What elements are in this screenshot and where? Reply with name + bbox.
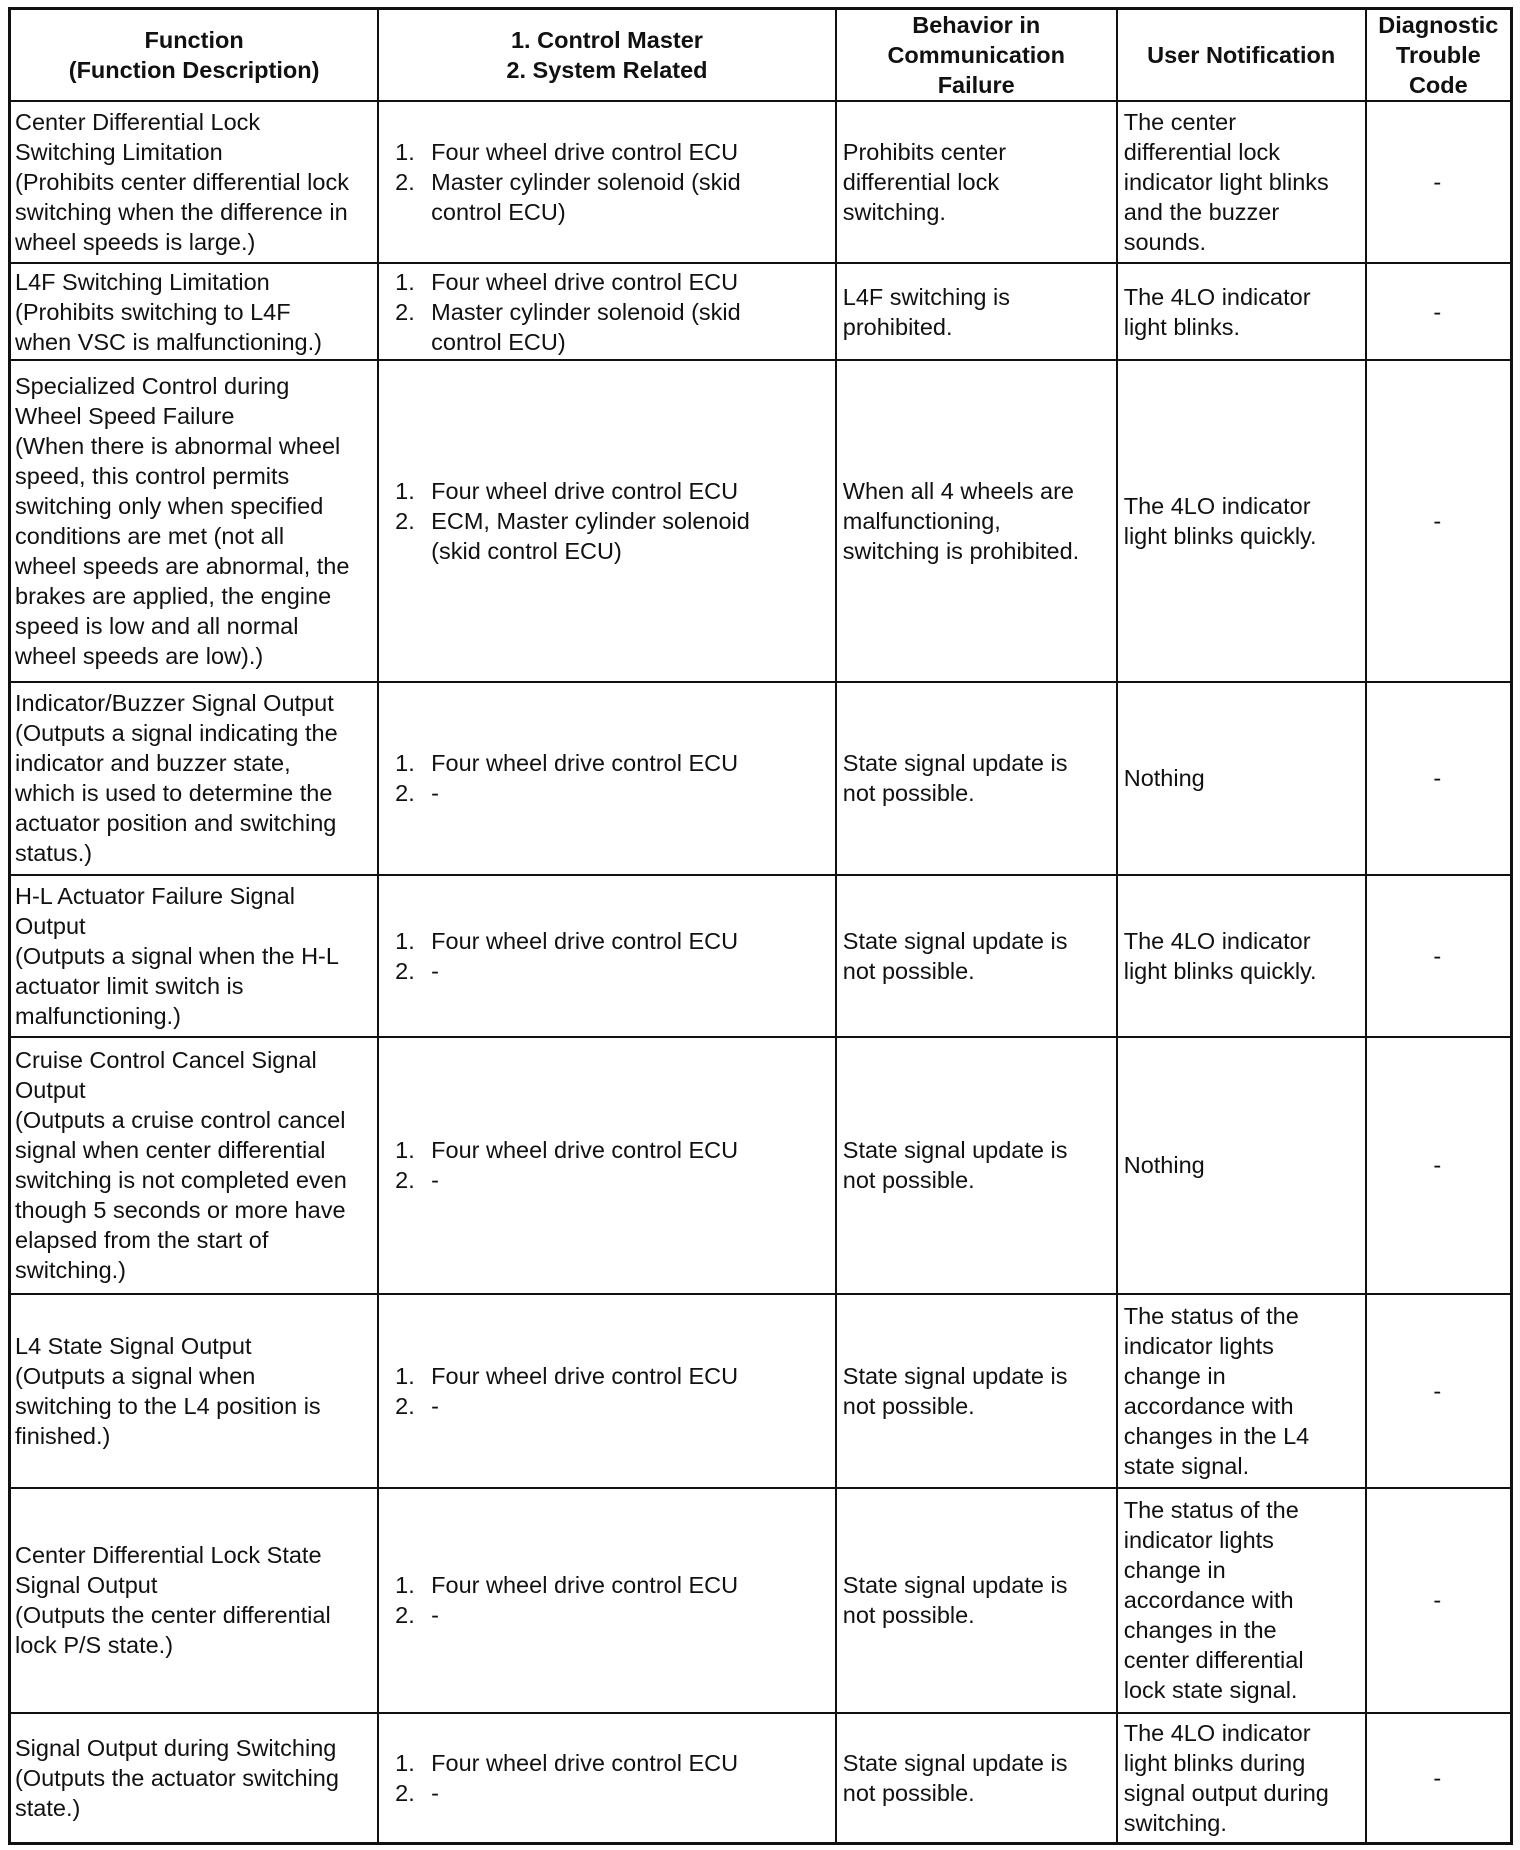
cell-line: changes in the [1123,1617,1277,1644]
dtc-cell: - [1366,875,1512,1037]
control-cell [378,1713,836,1843]
cell-line: ECM, Master cylinder solenoid [431,508,750,535]
cell-line: which is used to determine the [15,780,333,807]
control-cell [378,875,836,1037]
control-list [395,267,829,357]
cell-line: Master cylinder solenoid (skid [431,298,741,325]
control-cell [378,1037,836,1294]
list-number: 1. [395,927,415,954]
cell-line: switching is prohibited. [842,538,1080,565]
cell-line: Signal Output during Switching [15,1735,337,1762]
table-row [10,875,1512,1037]
control-master-item [395,1748,829,1778]
control-master-text: Four wheel drive control ECU [431,478,739,505]
system-related-item [395,778,829,808]
cell-line: not possible. [842,1602,975,1629]
list-number: 2. [395,1780,415,1807]
cell-line: and the buzzer [1123,198,1280,225]
control-master-item [395,1570,829,1600]
list-number: 1. [395,138,415,165]
cell-line: actuator limit switch is [15,972,244,999]
cell-line: (Outputs a signal when [15,1362,256,1389]
list-number: 1. [395,1137,415,1164]
cell-line: L4F switching is [842,283,1010,310]
cell-line: Specialized Control during [15,373,290,400]
dtc-cell: - [1366,1294,1512,1488]
system-related-item [395,167,829,227]
function-cell [10,101,379,263]
list-number: 1. [395,1750,415,1777]
behavior-cell [836,101,1117,263]
cell-line: switching only when specified [15,493,324,520]
cell-line: Signal Output [15,1572,158,1599]
table-row [10,1037,1512,1294]
cell-line: Output [15,1077,86,1104]
cell-line: differential lock [842,168,1000,195]
cell-line: not possible. [842,957,975,984]
cell-line: indicator lights [1123,1527,1274,1554]
cell-line: - [431,957,439,984]
cell-line: The 4LO indicator [1123,1720,1311,1747]
cell-line: lock state signal. [1123,1677,1298,1704]
notification-cell [1117,1713,1366,1843]
cell-line: H-L Actuator Failure Signal [15,882,295,909]
control-list [395,748,829,808]
cell-line: speed, this control permits [15,463,290,490]
control-master-text: Four wheel drive control ECU [431,1137,739,1164]
cell-line: switching to the L4 position is [15,1392,321,1419]
cell-line: brakes are applied, the engine [15,583,332,610]
dtc-cell: - [1366,1713,1512,1843]
cell-line: light blinks quickly. [1123,957,1317,984]
notification-cell [1117,1294,1366,1488]
cell-line: (Outputs a signal when the H-L [15,942,339,969]
cell-line: wheel speeds are low).) [15,643,264,670]
control-master-item [395,748,829,778]
header-row [10,9,1512,102]
system-related-item [395,1600,829,1630]
cell-line: control ECU) [431,198,566,225]
cell-line: indicator light blinks [1123,168,1329,195]
cell-line: Nothing [1123,765,1205,792]
cell-line: though 5 seconds or more have [15,1197,346,1224]
cell-line: (skid control ECU) [431,538,622,565]
behavior-cell [836,360,1117,681]
cell-line: state signal. [1123,1452,1250,1479]
cell-line: (Outputs a cruise control cancel [15,1107,346,1134]
control-cell [378,682,836,876]
control-master-text: Four wheel drive control ECU [431,1362,739,1389]
list-number: 2. [395,957,415,984]
list-number: 1. [395,478,415,505]
system-related-item [395,1778,829,1808]
table-row [10,1713,1512,1843]
cell-line: The center [1123,108,1237,135]
control-master-text: Four wheel drive control ECU [431,1750,739,1777]
list-number: 2. [395,1602,415,1629]
list-number: 2. [395,1167,415,1194]
notification-cell [1117,360,1366,681]
cell-line: Prohibits center [842,138,1007,165]
cell-line: actuator position and switching [15,810,337,837]
cell-line: switching is not completed even [15,1167,347,1194]
notification-cell [1117,682,1366,876]
list-number: 2. [395,168,415,195]
control-master-item [395,926,829,956]
notification-cell [1117,875,1366,1037]
cell-line: wheel speeds are abnormal, the [15,553,350,580]
behavior-cell [836,875,1117,1037]
table-row [10,263,1512,361]
cell-line: - [431,1392,439,1419]
control-cell [378,1488,836,1713]
control-master-text: Four wheel drive control ECU [431,927,739,954]
cell-line: control ECU) [431,328,566,355]
system-related-item [395,956,829,986]
function-cell [10,360,379,681]
cell-line: indicator lights [1123,1332,1274,1359]
cell-line: when VSC is malfunctioning.) [15,328,322,355]
notification-cell [1117,263,1366,361]
cell-line: - [431,1602,439,1629]
dtc-cell: - [1366,101,1512,263]
control-list [395,137,829,227]
cell-line: accordance with [1123,1392,1294,1419]
table-row [10,1488,1512,1713]
cell-line: (Outputs the actuator switching [15,1765,339,1792]
cell-line: change in [1123,1557,1226,1584]
behavior-cell [836,1037,1117,1294]
cell-line: signal output during [1123,1780,1329,1807]
cell-line: Center Differential Lock State [15,1542,322,1569]
dtc-cell: - [1366,263,1512,361]
function-table-document [8,7,1513,1845]
cell-line: - [431,780,439,807]
list-number: 1. [395,268,415,295]
control-master-text: Four wheel drive control ECU [431,138,739,165]
notification-cell [1117,1488,1366,1713]
cell-line: The 4LO indicator [1123,927,1311,954]
cell-line: L4 State Signal Output [15,1332,252,1359]
cell-line: light blinks quickly. [1123,523,1317,550]
function-cell [10,875,379,1037]
cell-line: State signal update is [842,1137,1068,1164]
cell-line: State signal update is [842,750,1068,777]
control-master-text: Four wheel drive control ECU [431,750,739,777]
table-row [10,360,1512,681]
cell-line: lock P/S state.) [15,1632,174,1659]
list-number: 1. [395,750,415,777]
cell-line: State signal update is [842,1750,1068,1777]
dtc-cell: - [1366,360,1512,681]
cell-line: Output [15,912,86,939]
control-list [395,1361,829,1421]
cell-line: conditions are met (not all [15,523,285,550]
control-list [395,476,829,566]
cell-line: Nothing [1123,1152,1205,1179]
cell-line: differential lock [1123,138,1281,165]
list-number: 2. [395,508,415,535]
system-related-item [395,506,829,566]
function-cell [10,1713,379,1843]
cell-line: sounds. [1123,228,1207,255]
cell-line: The status of the [1123,1497,1299,1524]
cell-line: (When there is abnormal wheel [15,433,341,460]
control-master-item [395,476,829,506]
header-behavior: Behavior in Communication Failure [836,9,1117,102]
cell-line: signal when center differential [15,1137,326,1164]
cell-line: light blinks during [1123,1750,1306,1777]
cell-line: elapsed from the start of [15,1227,269,1254]
header-control: 1. Control Master 2. System Related [378,9,836,102]
cell-line: accordance with [1123,1587,1294,1614]
function-cell [10,1488,379,1713]
notification-cell [1117,1037,1366,1294]
control-cell [378,1294,836,1488]
list-number: 1. [395,1362,415,1389]
behavior-cell [836,1294,1117,1488]
cell-line: malfunctioning, [842,508,1001,535]
cell-line: State signal update is [842,927,1068,954]
control-cell [378,101,836,263]
control-cell [378,263,836,361]
behavior-cell [836,263,1117,361]
list-number: 2. [395,1392,415,1419]
system-related-item [395,1165,829,1195]
cell-line: not possible. [842,1780,975,1807]
control-master-item [395,1135,829,1165]
dtc-cell: - [1366,1488,1512,1713]
dtc-cell: - [1366,682,1512,876]
dtc-cell: - [1366,1037,1512,1294]
cell-line: switching.) [15,1257,127,1284]
cell-line: (Prohibits switching to L4F [15,298,291,325]
cell-line: changes in the L4 [1123,1422,1310,1449]
cell-line: status.) [15,840,93,867]
control-master-item [395,137,829,167]
cell-line: The 4LO indicator [1123,283,1311,310]
cell-line: State signal update is [842,1572,1068,1599]
cell-line: Center Differential Lock [15,108,261,135]
header-dtc: Diagnostic Trouble Code [1366,9,1512,102]
cell-line: Cruise Control Cancel Signal [15,1047,317,1074]
cell-line: wheel speeds is large.) [15,228,256,255]
function-cell [10,1037,379,1294]
control-list [395,1570,829,1630]
list-number: 2. [395,298,415,325]
cell-line: (Prohibits center differential lock [15,168,349,195]
cell-line: not possible. [842,1392,975,1419]
cell-line: malfunctioning.) [15,1002,181,1029]
cell-line: light blinks. [1123,313,1240,340]
control-master-text: Four wheel drive control ECU [431,268,739,295]
cell-line: change in [1123,1362,1226,1389]
cell-line: not possible. [842,780,975,807]
system-related-item [395,1391,829,1421]
cell-line: - [431,1780,439,1807]
cell-line: When all 4 wheels are [842,478,1074,505]
function-cell [10,263,379,361]
list-number: 1. [395,1572,415,1599]
table-row [10,101,1512,263]
control-list [395,926,829,986]
table-row [10,682,1512,876]
control-list [395,1748,829,1808]
control-list [395,1135,829,1195]
cell-line: not possible. [842,1167,975,1194]
cell-line: indicator and buzzer state, [15,750,291,777]
cell-line: switching when the difference in [15,198,348,225]
control-master-item [395,267,829,297]
behavior-cell [836,682,1117,876]
cell-line: Indicator/Buzzer Signal Output [15,690,334,717]
system-related-item [395,297,829,357]
cell-line: state.) [15,1795,81,1822]
header-notification: User Notification [1117,9,1366,102]
cell-line: Master cylinder solenoid (skid [431,168,741,195]
cell-line: - [431,1167,439,1194]
cell-line: speed is low and all normal [15,613,299,640]
control-master-item [395,1361,829,1391]
cell-line: prohibited. [842,313,953,340]
function-cell [10,682,379,876]
function-table [8,7,1513,1845]
header-function: Function (Function Description) [10,9,379,102]
cell-line: finished.) [15,1422,111,1449]
control-cell [378,360,836,681]
cell-line: Wheel Speed Failure [15,403,235,430]
list-number: 2. [395,780,415,807]
function-cell [10,1294,379,1488]
behavior-cell [836,1713,1117,1843]
control-master-text: Four wheel drive control ECU [431,1572,739,1599]
cell-line: switching. [1123,1810,1227,1837]
cell-line: L4F Switching Limitation [15,268,270,295]
cell-line: (Outputs a signal indicating the [15,720,338,747]
cell-line: The status of the [1123,1302,1299,1329]
cell-line: Switching Limitation [15,138,223,165]
table-body [10,101,1512,1844]
table-row [10,1294,1512,1488]
cell-line: switching. [842,198,946,225]
cell-line: The 4LO indicator [1123,493,1311,520]
behavior-cell [836,1488,1117,1713]
cell-line: State signal update is [842,1362,1068,1389]
notification-cell [1117,101,1366,263]
cell-line: (Outputs the center differential [15,1602,331,1629]
cell-line: center differential [1123,1647,1304,1674]
